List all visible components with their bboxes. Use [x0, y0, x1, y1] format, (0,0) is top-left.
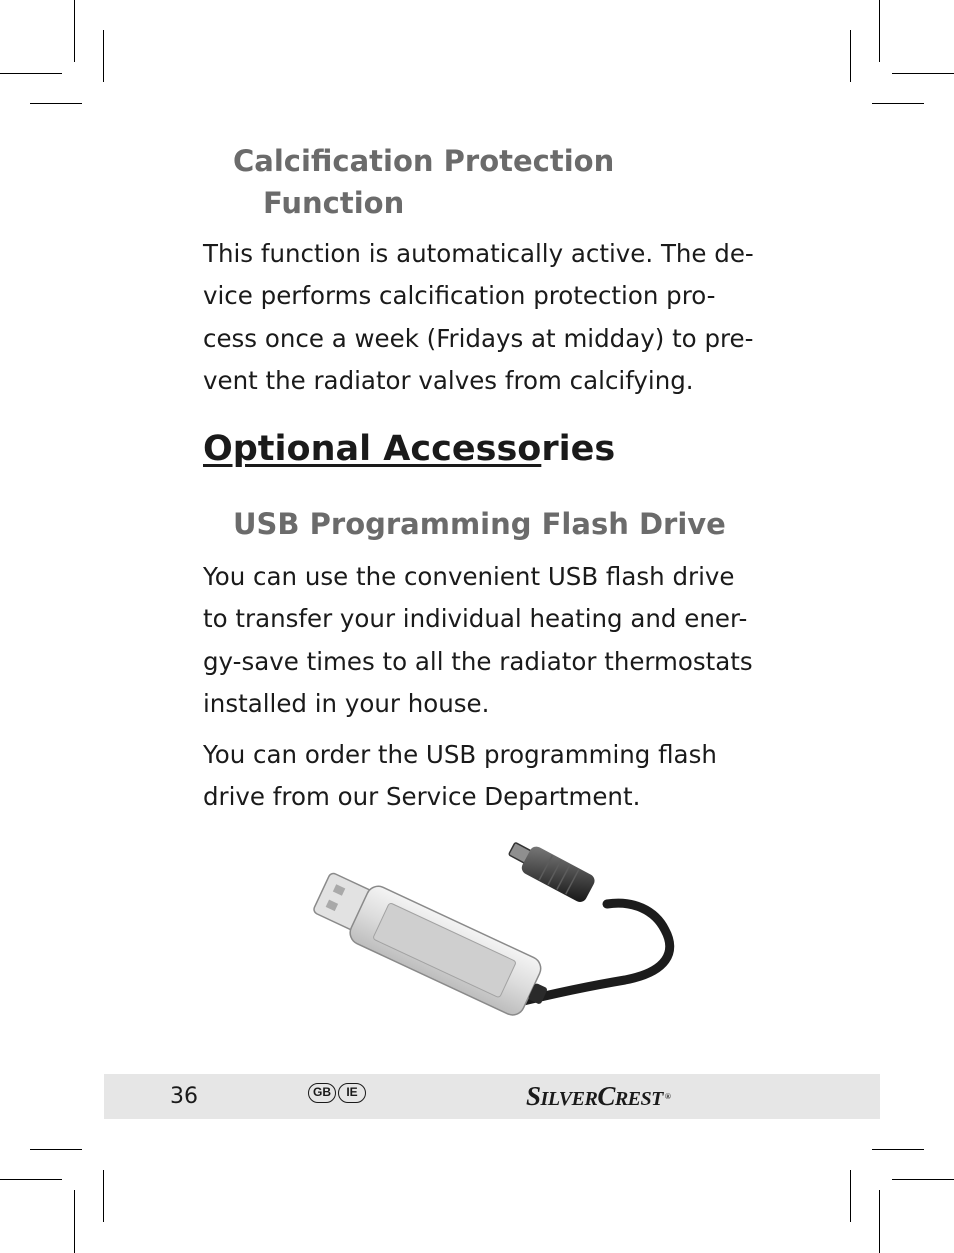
heading-underlined-part: Optional Accesso	[203, 429, 542, 469]
usb-drive-heading: USB Programming Flash Drive	[233, 507, 726, 541]
calcification-heading-line1: Calcification Protection	[233, 144, 615, 178]
usb-flash-drive-image	[295, 830, 685, 1045]
country-badge-gb: GB	[308, 1083, 336, 1103]
text-line: cess once a week (Fridays at midday) to pre-	[203, 323, 754, 353]
text-line: vice performs calcification protection pro-	[203, 281, 716, 311]
text-line: This function is automatically active. The de-	[203, 239, 754, 268]
text-line: You can use the convenient USB flash drive	[203, 562, 735, 591]
text-line: drive from our Service Department.	[203, 782, 641, 812]
text-line: gy-save times to all the radiator thermostats	[203, 646, 753, 676]
calcification-heading-line2: Function	[263, 186, 405, 220]
text-line: You can order the USB programming flash	[203, 740, 717, 769]
heading-rest-part: ries	[541, 429, 616, 469]
silvercrest-logo: SILVERCREST ®	[526, 1081, 671, 1111]
text-line: installed in your house.	[203, 688, 490, 718]
usb-paragraph-2	[203, 734, 763, 819]
page-footer	[104, 1074, 880, 1119]
page-number: 36	[170, 1084, 198, 1109]
text-line: to transfer your individual heating and ener-	[203, 604, 748, 634]
country-badges	[308, 1083, 366, 1103]
calcification-paragraph	[203, 233, 763, 402]
calcification-heading	[233, 140, 614, 224]
text-line: vent the radiator valves from calcifying.	[203, 365, 694, 395]
optional-accessories-heading	[203, 424, 615, 474]
usb-paragraph-1	[203, 556, 763, 725]
country-badge-ie: IE	[338, 1083, 366, 1103]
